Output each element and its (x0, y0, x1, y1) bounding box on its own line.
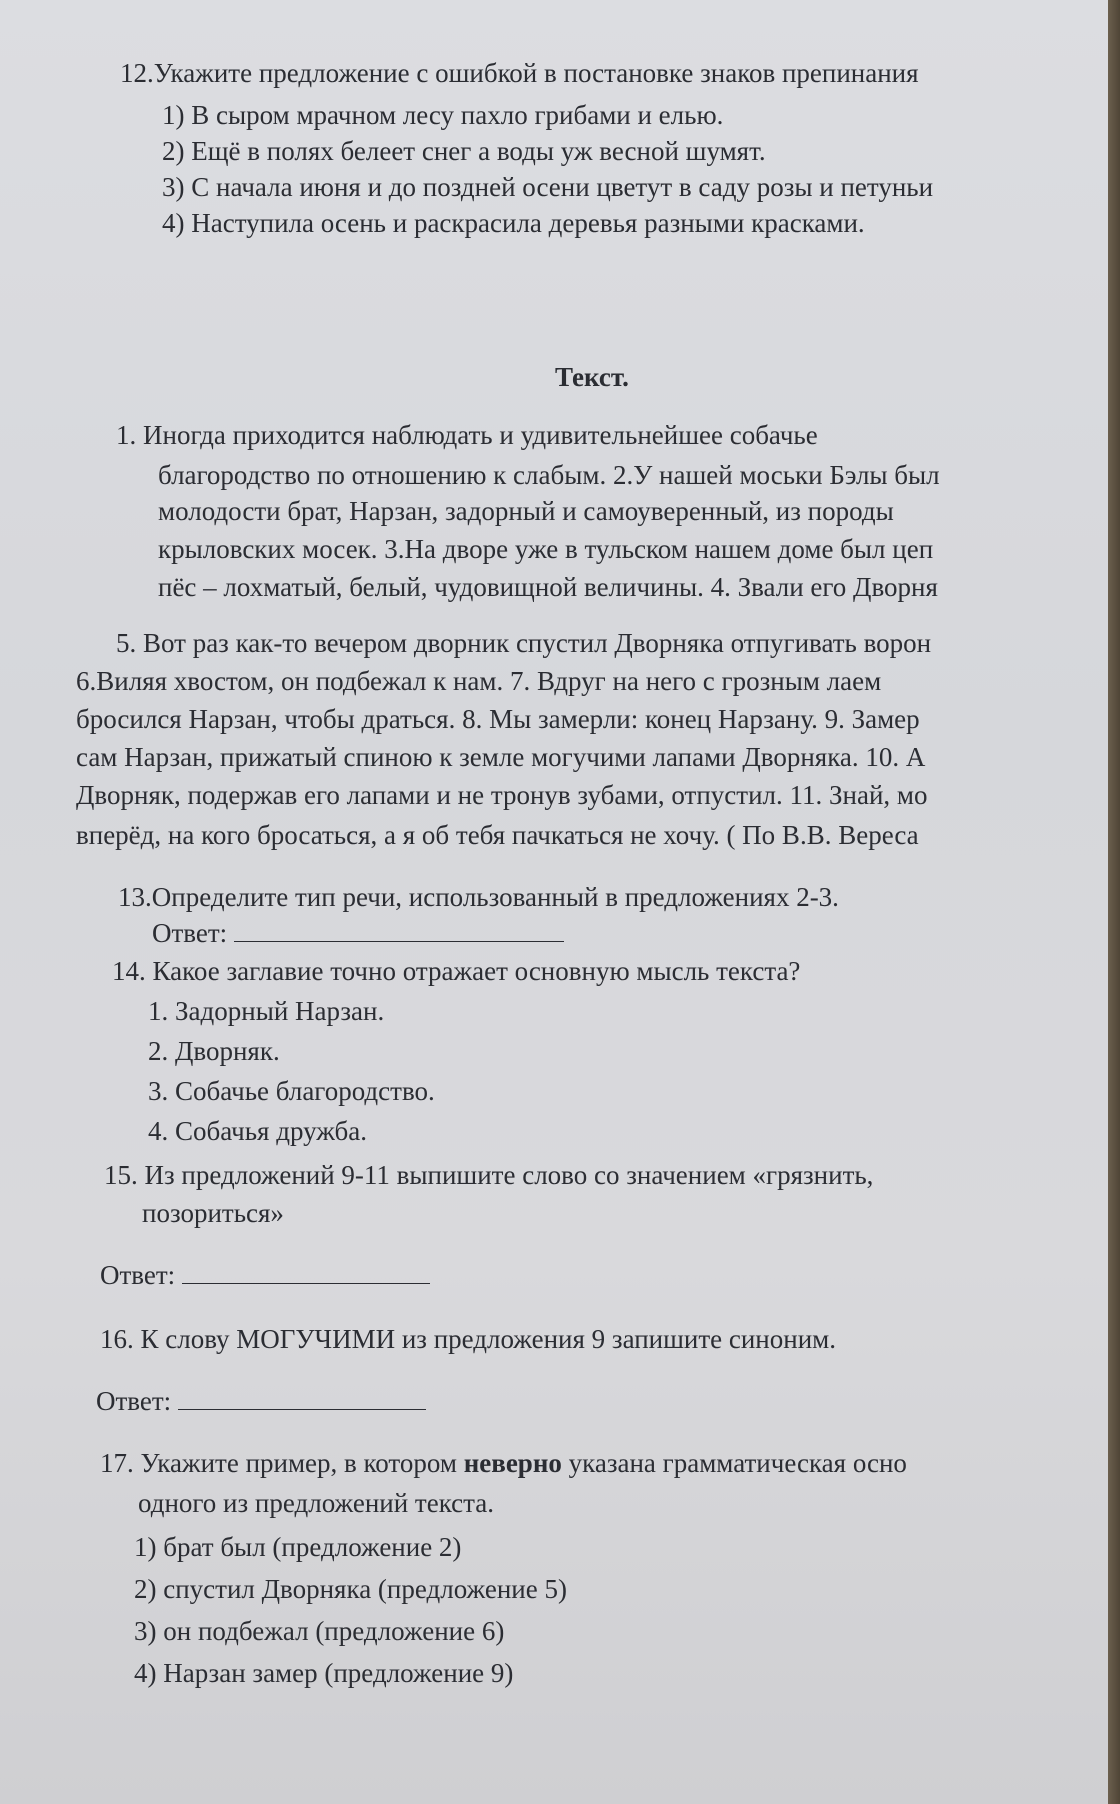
q17-option-3: 3) он подбежал (предложение 6) (134, 1616, 505, 1646)
q13-answer-label: Ответ: (152, 918, 228, 948)
q13-answer-blank[interactable] (234, 917, 564, 942)
q12-option-2: 2) Ещё в полях белеет снег а воды уж весной шумят. (162, 136, 766, 166)
q14-option-1: 1. Задорный Нарзан. (148, 996, 385, 1026)
paragraph-1-line-5: пёс – лохматый, белый, чудовищной величины. 4. Звали его Дворня (158, 572, 938, 602)
q14-option-2: 2. Дворняк. (148, 1036, 280, 1066)
q12-option-1: 1) В сыром мрачном лесу пахло грибами и елью. (162, 100, 724, 130)
q15-answer-blank[interactable] (182, 1259, 430, 1284)
paragraph-2-line-4: сам Нарзан, прижатый спиною к земле могучими лапами Дворняка. 10. А (76, 742, 926, 772)
q14-option-4: 4. Собачья дружба. (148, 1116, 368, 1146)
q13-answer-row (152, 916, 564, 950)
paragraph-1-line-4: крыловских мосек. 3.На дворе уже в тульском нашем доме был цеп (158, 534, 934, 564)
paragraph-2-line-5: Дворняк, подержав его лапами и не тронув зубами, отпустил. 11. Знай, мо (76, 780, 928, 810)
q17-option-2: 2) спустил Дворняка (предложение 5) (134, 1574, 567, 1604)
q14-prompt: 14. Какое заглавие точно отражает основную мысль текста? (112, 956, 801, 986)
q15-prompt-line-2: позориться» (142, 1198, 284, 1228)
q13-prompt: 13.Определите тип речи, использованный в предложениях 2-3. (118, 882, 839, 912)
paragraph-2-line-1: 5. Вот раз как-то вечером дворник спустил Дворняка отпугивать ворон (116, 628, 932, 658)
q16-answer-row (96, 1384, 426, 1418)
q12-option-4: 4) Наступила осень и раскрасила деревья разными красками. (162, 208, 865, 238)
q17-prompt-line-1: 17. Укажите пример, в котором неверно указана грамматическая осно (100, 1448, 907, 1478)
q17-option-4: 4) Нарзан замер (предложение 9) (134, 1658, 514, 1688)
q12-prompt: 12.Укажите предложение с ошибкой в постановке знаков препинания (120, 58, 919, 88)
paragraph-1-line-2: благородство по отношению к слабым. 2.У нашей моськи Бэлы был (158, 460, 940, 490)
q12-option-3: 3) С начала июня и до поздней осени цветут в саду розы и петуньи (162, 172, 934, 202)
q16-answer-blank[interactable] (178, 1385, 426, 1410)
text-heading: Текст. (555, 362, 629, 392)
q14-option-3: 3. Собачье благородство. (148, 1076, 435, 1106)
q16-prompt: 16. К слову МОГУЧИМИ из предложения 9 запишите синоним. (100, 1324, 836, 1354)
q15-prompt-line-1: 15. Из предложений 9-11 выпишите слово со значением «грязнить, (104, 1160, 874, 1190)
q15-answer-row (100, 1258, 430, 1292)
paragraph-2-line-6: вперёд, на кого бросаться, а я об тебя пачкаться не хочу. ( По В.В. Вереса (76, 820, 919, 850)
q17-prompt-line-2: одного из предложений текста. (138, 1488, 494, 1518)
q17-option-1: 1) брат был (предложение 2) (134, 1532, 462, 1562)
paragraph-2-line-3: бросился Нарзан, чтобы драться. 8. Мы замерли: конец Нарзану. 9. Замер (76, 704, 920, 734)
paragraph-2-line-2: 6.Виляя хвостом, он подбежал к нам. 7. Вдруг на него с грозным лаем (76, 666, 882, 696)
q16-answer-label: Ответ: (96, 1386, 172, 1416)
background-edge (1108, 0, 1120, 1804)
paragraph-1-line-1: 1. Иногда приходится наблюдать и удивительнейшее собачье (116, 420, 818, 450)
paragraph-1-line-3: молодости брат, Нарзан, задорный и самоуверенный, из породы (158, 496, 894, 526)
q15-answer-label: Ответ: (100, 1260, 176, 1290)
